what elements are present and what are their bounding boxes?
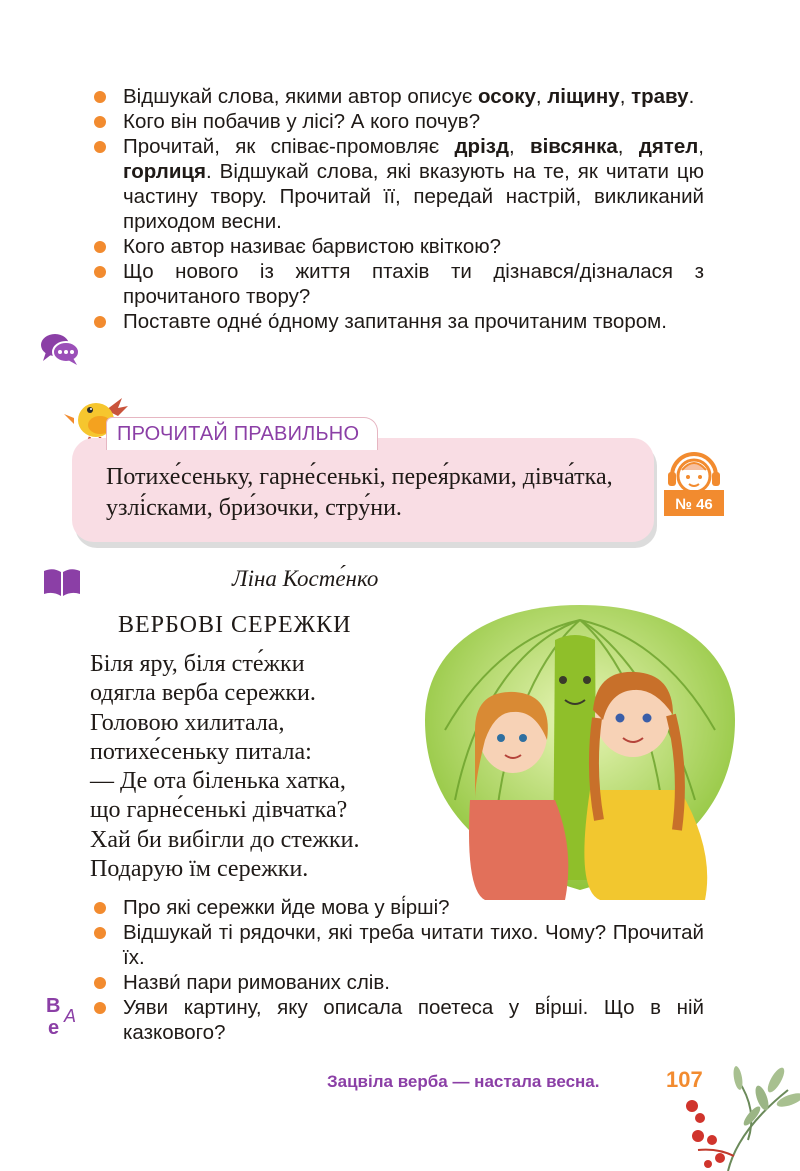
bullet-dot-icon bbox=[94, 316, 106, 328]
keyword: дятел bbox=[638, 135, 699, 158]
question-text: , bbox=[617, 135, 639, 158]
question-text: Що нового із життя птахів ти дізнався/дізналася з прочитаного твору? bbox=[123, 260, 704, 308]
poem-line: потихе́сеньку питала: bbox=[90, 738, 312, 765]
reading-book-icon bbox=[42, 567, 82, 597]
svg-text:В: В bbox=[46, 995, 61, 1017]
question-item bbox=[92, 109, 704, 134]
question-item bbox=[92, 970, 704, 995]
read-correctly-title: ПРОЧИТАЙ ПРАВИЛЬНО bbox=[106, 417, 378, 450]
poem-line: — Де ота біленька хатка, bbox=[90, 768, 346, 795]
question-item bbox=[92, 84, 704, 109]
question-item bbox=[92, 134, 704, 234]
keyword: осоку bbox=[478, 85, 536, 108]
question-text: Відшукай слова, якими автор описує bbox=[123, 85, 479, 108]
vocabulary-icon bbox=[42, 992, 86, 1038]
bullet-dot-icon bbox=[94, 241, 106, 253]
bullet-dot-icon bbox=[94, 116, 106, 128]
poem-line: що гарне́сенькі дівчатка? bbox=[90, 797, 348, 824]
page-number: 107 bbox=[666, 1067, 703, 1092]
question-item bbox=[92, 259, 704, 309]
question-text: Поставте одне́ о́дному запитання за прочитаним твором. bbox=[123, 310, 667, 333]
poem-line: Головою хилитала, bbox=[90, 709, 285, 736]
question-text: , bbox=[508, 135, 530, 158]
discussion-icon bbox=[40, 332, 80, 366]
question-item bbox=[92, 234, 704, 259]
questions-bottom-list bbox=[92, 895, 704, 1045]
keyword: ліщину bbox=[547, 85, 620, 108]
bullet-dot-icon bbox=[94, 927, 106, 939]
poem-line: Хай би вибігли до стежки. bbox=[90, 826, 360, 853]
question-item bbox=[92, 895, 704, 920]
question-text: Кого він побачив у лісі? А кого почув? bbox=[123, 110, 481, 133]
chapter-title: Зацвіла верба — настала весна. bbox=[327, 1072, 600, 1091]
bullet-dot-icon bbox=[94, 266, 106, 278]
audio-track-icon[interactable] bbox=[660, 448, 728, 520]
question-item bbox=[92, 309, 704, 334]
read-correctly-words: Потихе́сеньку, гарне́сенькі, перея́рками, дівча́тка, узлі́сками, бри́зочки, стру́ни. bbox=[106, 464, 613, 521]
bullet-dot-icon bbox=[94, 902, 106, 914]
question-text: , bbox=[619, 85, 632, 108]
question-text: Назви́ пари римованих слів. bbox=[123, 971, 390, 994]
keyword: вівсянка bbox=[530, 135, 618, 158]
poem-author: Ліна Косте́нко bbox=[232, 566, 379, 591]
bullet-dot-icon bbox=[94, 977, 106, 989]
question-text: . Відшукай слова, які вказують на те, як читати цю частину твору. Прочитай її, передай настрій, викликаний приходом весни. bbox=[123, 160, 704, 233]
question-text: Про які сережки йде мова у ві́рші? bbox=[123, 896, 450, 919]
bullet-dot-icon bbox=[94, 1002, 106, 1014]
poem-text bbox=[90, 650, 359, 884]
bullet-dot-icon bbox=[94, 91, 106, 103]
svg-text:А: А bbox=[64, 1006, 77, 1026]
berry-branch-icon bbox=[678, 1060, 800, 1171]
question-text: Прочитай, як співає-промовляє bbox=[123, 135, 455, 158]
keyword: дрізд bbox=[454, 135, 509, 158]
bullet-dot-icon bbox=[94, 141, 106, 153]
question-text: Відшукай ті рядочки, які треба читати тихо. Чому? Прочитай їх. bbox=[123, 921, 704, 969]
poem-line: Подарую їм сережки. bbox=[90, 856, 309, 883]
question-item bbox=[92, 995, 704, 1045]
audio-track-number: № 46 bbox=[675, 496, 713, 513]
svg-text:е: е bbox=[48, 1017, 60, 1038]
questions-top-list bbox=[92, 84, 704, 334]
question-text: , bbox=[535, 85, 548, 108]
poem-line: Біля яру, біля сте́жки bbox=[90, 651, 305, 677]
question-text: Кого автор називає барвистою квіткою? bbox=[123, 235, 501, 258]
poem-title: ВЕРБОВІ СЕРЕЖКИ bbox=[118, 612, 352, 638]
keyword: горлиця bbox=[123, 160, 206, 183]
question-text: , bbox=[698, 135, 704, 158]
willow-girls-illustration bbox=[415, 600, 745, 905]
keyword: траву bbox=[631, 85, 689, 108]
poem-line: одягла верба сережки. bbox=[90, 680, 316, 707]
question-text: Уяви картину, яку описала поетеса у ві́рші. Що в ній казкового? bbox=[123, 996, 704, 1044]
question-item bbox=[92, 920, 704, 970]
question-text: . bbox=[688, 85, 695, 108]
